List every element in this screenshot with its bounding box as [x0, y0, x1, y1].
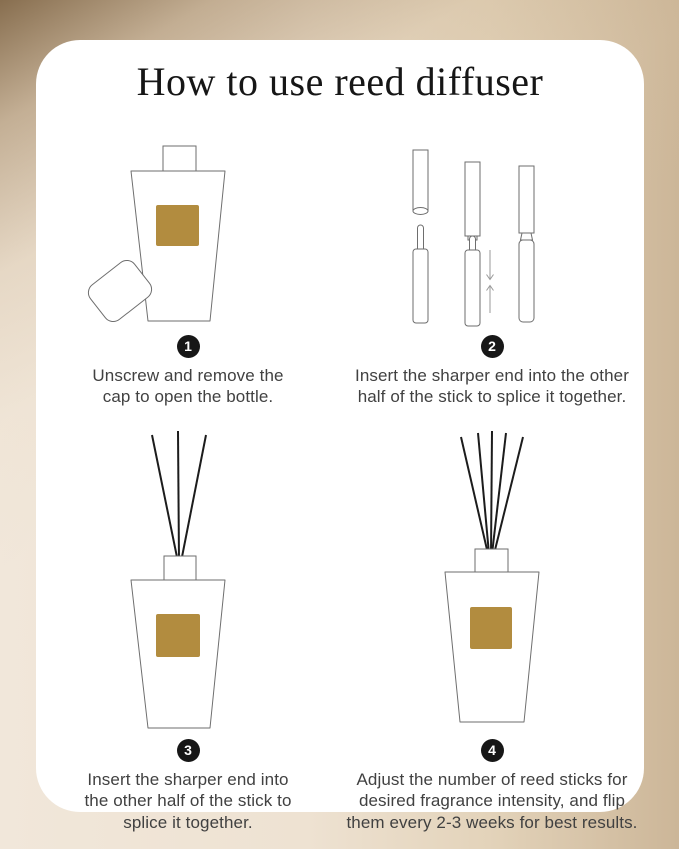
- step-4: [340, 408, 644, 834]
- bottle-neck: [475, 549, 508, 572]
- instruction-card: [36, 40, 644, 832]
- step-1: [36, 138, 340, 408]
- diffuser-five-reeds-illustration: [382, 422, 602, 732]
- steps-grid: [36, 138, 644, 834]
- insert-direction-arrows-icon: [487, 250, 494, 313]
- bottle-neck: [163, 146, 196, 172]
- step-number-badge: 3: [177, 739, 200, 762]
- step-3: [36, 408, 340, 834]
- step-2: [340, 138, 644, 408]
- reed-sticks: [152, 431, 206, 562]
- step-caption: Unscrew and remove the cap to open the bottle.: [92, 365, 284, 407]
- up-arrow-icon: [487, 285, 494, 313]
- step-caption: Adjust the number of reed sticks for desired fragrance intensity, and flip them every 2-3 weeks for best results.: [346, 769, 638, 832]
- diffuser-three-reeds-illustration: [78, 422, 298, 732]
- stick-halves-separated: [413, 150, 428, 323]
- bottle-neck: [164, 556, 196, 580]
- reed-splice-illustration: [382, 138, 602, 328]
- reed-sticks: [461, 431, 523, 554]
- step-number-badge: 4: [481, 739, 504, 762]
- brand-label-icon: [156, 614, 200, 657]
- down-arrow-icon: [487, 250, 494, 280]
- brand-label-icon: [470, 607, 512, 649]
- step-number-badge: 1: [177, 335, 200, 358]
- bottle-cap-removed-illustration: [78, 138, 298, 328]
- step-caption: Insert the sharper end into the other half of the stick to splice it together.: [84, 769, 292, 832]
- stick-halves-joining: [465, 162, 480, 326]
- step-number-badge: 2: [481, 335, 504, 358]
- step-caption: Insert the sharper end into the other half of the stick to splice it together.: [355, 365, 629, 407]
- stick-assembled: [519, 166, 534, 322]
- brand-label-icon: [156, 205, 199, 246]
- page-title: How to use reed diffuser: [136, 59, 544, 104]
